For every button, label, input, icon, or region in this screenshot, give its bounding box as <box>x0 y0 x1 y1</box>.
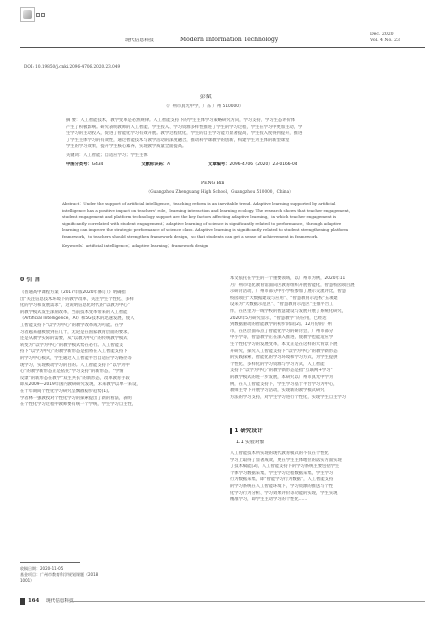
body-line: 生个性化学习的发展变革，本文正是在这样的大背景下展 <box>230 341 338 347</box>
doc-value: A <box>167 162 171 167</box>
body-line: 例，在人工智能支持下，学生学习基于平台学习为中心， <box>230 381 338 387</box>
footer-page-block <box>20 598 25 605</box>
article-label: 文章编号： <box>208 162 230 167</box>
clc-label: 中图分类号： <box>66 162 92 167</box>
article-value: 2096-4706（2020）23-0166-04 <box>229 162 298 167</box>
body-line: 心”的教学新形态正是依托“学习支持”的新形态，“学情 <box>20 369 124 375</box>
abstract-cn-line: 了学生主体学习的有效性，通过智能技术与教学活动的深度融合，推动科学课教学的创新，构建学生为主体的新型课堂 <box>66 137 290 143</box>
body-line: 《普通高中课程方案（2017年版2020年修订）》明确指 <box>20 290 126 295</box>
section-marker-icon <box>230 428 232 434</box>
abstract-cn-line: 学生的学习效果，提升学生核心素养，实现教学质量全面提高。 <box>66 144 187 150</box>
body-line: 学者林一强教授对个性化学习的探索提出了新的看法，表明 <box>20 395 132 401</box>
footer-rule <box>70 601 425 602</box>
body-line: 月广州市电化教育馆面向区教育组织开展智能化，智慧校园项目展 <box>230 282 355 288</box>
body-line: 中小学等，智慧教学正在深入推进，使教学也能适应学 <box>230 335 334 341</box>
body-line: 方法的学习支持，对学生学习进行个性化，实现学生自主学习 <box>230 394 347 400</box>
body-line: 市，在区层面布点了智能化学习的研讨会，广州市部分 <box>230 328 334 334</box>
section-0-heading: 0 引 言 <box>20 277 41 283</box>
body-line: 人工智能技术所实现的现代教育模式的不仅在个性化 <box>230 451 329 456</box>
body-line: 的教学模式发生深刻改革，当前技术变革带来的人工智能 <box>20 309 128 315</box>
footnote <box>20 566 210 584</box>
body-line: 即从2009—2019年国内教研研究发现，未来教学以单一来设， <box>20 382 141 388</box>
header-mark-icon <box>36 13 40 17</box>
body-line: 反馈”的新形态在教学“双生共长”的新形态，改革教育手段 <box>20 375 130 381</box>
header-journal-en: Modern Information Technology <box>180 37 279 43</box>
body-line: 的实践探索，智能化的学习环境和学习方式，为学生提供 <box>230 355 338 361</box>
body-line: 作，在区里为一线学校的智慧建设与发展开展了系统化研究， <box>230 308 347 314</box>
abstract-en-line: framework，to teachers should strengthen framework design，so that students can get a sense of achievement in framework. <box>62 233 319 239</box>
abstract-en-line: learning can improve the strategic performance of science class. Adaptive learning is significantly related to student strengthening platform <box>62 227 349 233</box>
doc-label: 文献标识码： <box>141 162 168 167</box>
left-column <box>20 290 212 409</box>
body-line: 工智能支持下“以学为中心”的教学改革成为可能。在学 <box>20 322 124 328</box>
body-line: 出“关注信息技术环境下的教学改革，关注学生个性化、多样 <box>20 296 134 302</box>
abstract-en-line: Abstract：Under the support of artificial intelligence，teaching reform is an inevitable trend. Adaptive learning supported by artificial <box>62 201 336 206</box>
section-1-heading-row <box>230 428 263 435</box>
body-line: 持下“以学为中心”的教学新形态是指将在人工智能支持下 <box>20 349 128 355</box>
right-column <box>230 276 425 401</box>
body-line: 本文依托在学生的一个重要领域，以广州市为例，2020年11 <box>230 276 346 281</box>
affiliation-cn: （广州市真光中学，广东 广州 510000） <box>164 104 244 109</box>
footnote-received: 收稿日期：2020-11-05 <box>20 566 64 571</box>
body-line: 2020年5月研究显示，‘‘智慧教学’’的应用，已经达 <box>230 315 327 321</box>
abstract-en <box>62 201 382 241</box>
body-line: 在十年期间个性化学习研究呈飘散稳步趋势[1]。 <box>20 388 113 394</box>
body-line: 校园项目“大数据建设与应用”、“智慧教育示范校”五项建 <box>230 295 338 301</box>
header-rule <box>20 47 425 48</box>
abstract-en-line: significantly correlated with student engagement；adaptive learning of science is significantly related to performance，through adaptive <box>62 220 342 226</box>
body-line: 到数据驱动的智能教学的初步阶段[2]。12月份的广州 <box>230 322 332 328</box>
body-line: 开研究，探究人工智能支持下“以学为中心”的教学新形态 <box>230 348 338 354</box>
body-line: 的学习中心模式，学生通过人工智能平台自适应学习路径等 <box>20 355 132 361</box>
abstract-cn <box>66 118 378 151</box>
keywords-cn: 关键词：人工智能；自适应学习；学生主体 <box>66 153 148 158</box>
footnote-rule <box>20 562 80 563</box>
body-line: 现学习，实现被动学习的目的。人工智能支持下“以学为中 <box>20 362 130 368</box>
body-line: 了技术赋能[3]，人工智能支持下的学习系统主要包括学生 <box>230 464 340 470</box>
body-line: 的教学模式的进一步发展，本研究以广州市真光中学为 <box>230 374 334 380</box>
body-line: 设来为“大数据示范区”、“智慧教育示范区”主推平台工 <box>230 302 334 308</box>
body-line: 个性化、多样化的学习资源与学习方式，人工智能 <box>230 361 325 367</box>
header-journal-cn: 现代信息科技 <box>125 38 154 43</box>
body-line: 化的学习和发展需求”，这说明信息化时代的“以教为中心” <box>20 303 130 309</box>
body-line: （Artificial Intelligence，AI）和5G技术的迅速发展，使人 <box>20 316 135 322</box>
footnote-project-num: 1001） <box>20 578 35 583</box>
header-mark-icon <box>41 13 45 17</box>
section-1-1-heading: 1.1 实验对象 <box>236 440 265 445</box>
abstract-cn-line: 摘 要：人工智能技术，教学变革是必然规律。人工智能支持下的学生主体学习策略研究方向，学习支持、学习生态评价体 <box>66 118 296 123</box>
abstract-cn-line: 产生了积极影响。研究表明教师的人工智能、学生投入、学习资源多样性推进了学生的学习过程，学生在学习中更加主动，学 <box>66 124 303 130</box>
journal-logo <box>20 7 35 22</box>
body-line: 支持下“以学为中心”的教学新形态是指“互联网+学习” <box>230 368 333 374</box>
body-line: 示研讨活动，广州市部分中小学校参加了展示交流评比，智慧 <box>230 289 347 295</box>
footer-page-number: 164 <box>28 598 40 604</box>
author-cn: 彭斌 <box>200 94 212 100</box>
body-line: 的学习系统在人工智能环境下，学习资源的推送与个性 <box>230 483 334 489</box>
header-volume: Vol. 4 No. 23 <box>370 38 400 43</box>
keywords-en: Keywords：artificial intelligence；adaptive learning；framework design <box>62 243 209 248</box>
body-line: 行为数据采集，即“智能学习行为数据”，人工智能支持 <box>230 477 334 483</box>
body-line: 个体学习数据采集，学生学习过程数据采集，学生学习 <box>230 470 334 476</box>
doi: DOI: 10.19850/j.cnki.2096-4706.2020.23.049 <box>24 64 121 69</box>
body-line: 化学习行为分析、学习效果评价等功能的实现，学生实现 <box>230 490 338 496</box>
abstract-en-line: intelligence has a positive impact on teachers' role，learning interaction and learning ecology. The research shows that teacher engagement， <box>62 207 353 213</box>
body-line: 学习上取得了显著成效，更在学生主体地位的落实方面实现 <box>230 457 342 463</box>
header-date: Dec. 2020 <box>370 32 394 37</box>
abstract-en-line: student engagement and platform technology support are the key factors affecting adaptive learning，in which teacher engagement is <box>62 214 337 220</box>
body-line: 在个性化学习过程中教师要有统一个学统，学生学习自主性， <box>20 402 137 408</box>
body-line: 转变为“以学为中心”的教学模式势在必行。人工智能支 <box>20 342 124 348</box>
abstract-cn-line: 生学习的主动投入，促进了智能化学习有效开展。教学过程优化，学生的自主学习能力显著提高，学生投入度得到提升，推进 <box>66 131 303 137</box>
classification-row <box>66 162 386 169</box>
author-en: PENG Bin <box>201 181 225 186</box>
body-line: 教师主导下开展学习活动，实现新的教学模式研究 <box>230 388 325 394</box>
body-line: 精准学习，即学生主动学习的个性化…… <box>230 497 308 503</box>
body-line: 还是从教学实际的需要，从“以教为中心”的传统教学模式 <box>20 336 128 342</box>
footer-journal-cn: 现代信息科技 <box>46 599 74 604</box>
body-line: 习者越来越被放到在几十，无论是在国家教育层面的要求， <box>20 329 132 335</box>
clc-value: G434 <box>91 162 104 167</box>
footnote-project: 基金项目：广州市教育科学规划课题（2018 <box>20 572 99 577</box>
affiliation-en: （Guangzhou Zhenguang High School，Guangzhou 510000，China） <box>146 189 294 194</box>
section-1-heading: 1 研究设计 <box>234 428 263 434</box>
right-column-2 <box>230 451 425 504</box>
